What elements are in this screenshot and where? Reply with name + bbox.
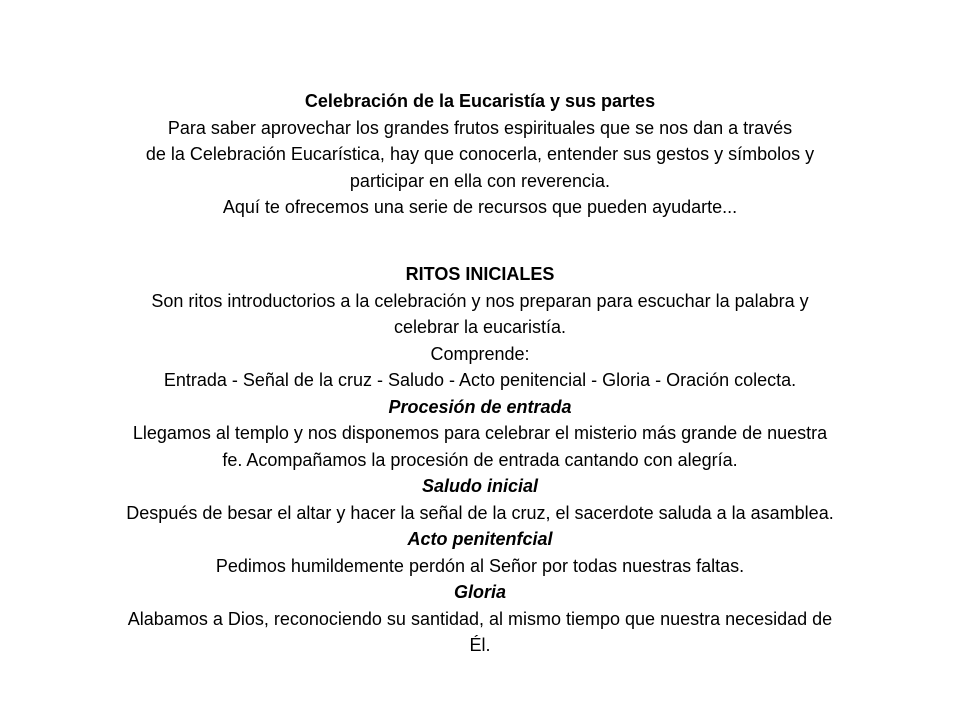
intro-section: [40, 88, 920, 221]
intro-line: Para saber aprovechar los grandes frutos espirituales que se nos dan a través: [167, 117, 793, 138]
comprende-label: Comprende:: [430, 343, 530, 364]
subsection-text: Alabamos a Dios, reconociendo su santidad, al mismo tiempo que nuestra necesidad de: [127, 608, 833, 629]
subsection-text: Llegamos al templo y nos disponemos para celebrar el misterio más grande de nuestra: [132, 423, 828, 443]
section-description: Son ritos introductorios a la celebración y nos preparan para escuchar la palabra y: [151, 290, 809, 311]
subsection-text: fe. Acompañamos la procesión de entrada cantando con alegría.: [222, 449, 738, 470]
subsection-title-acto: Acto penitenfcial: [407, 529, 553, 549]
subsection-title-saludo: Saludo inicial: [421, 476, 539, 496]
comprende-list: Entrada - Señal de la cruz - Saludo - Acto penitencial - Gloria - Oración colecta.: [163, 370, 797, 390]
subsection-text: Pedimos humildemente perdón al Señor por todas nuestras faltas.: [215, 555, 745, 576]
intro-line: Aquí te ofrecemos una serie de recursos que pueden ayudarte...: [222, 197, 738, 217]
page-title: Celebración de la Eucaristía y sus partes: [304, 91, 656, 111]
subsection-title-procesion: Procesión de entrada: [388, 396, 572, 417]
section-description: celebrar la eucaristía.: [393, 317, 567, 337]
ritos-iniciales-section: [40, 261, 920, 659]
subsection-text: Él.: [469, 635, 491, 655]
subsection-title-gloria: Gloria: [453, 582, 506, 602]
subsection-text: Después de besar el altar y hacer la señal de la cruz, el sacerdote saluda a la asamblea.: [126, 502, 834, 523]
section-heading: RITOS INICIALES: [405, 264, 555, 284]
intro-line: de la Celebración Eucarística, hay que conocerla, entender sus gestos y símbolos y: [145, 144, 815, 164]
intro-line: participar en ella con reverencia.: [349, 170, 611, 191]
